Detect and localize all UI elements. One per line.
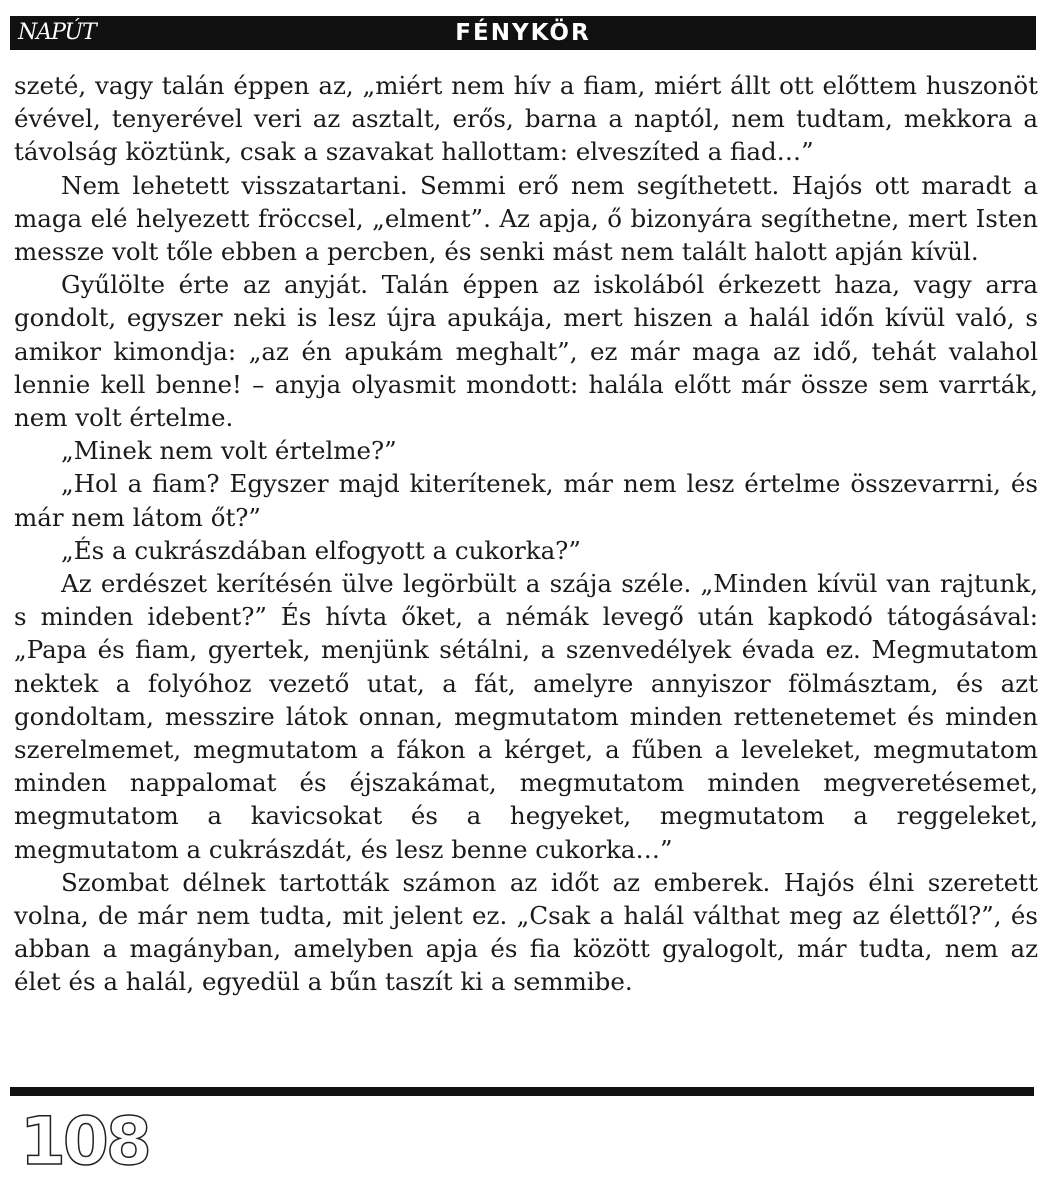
- section-title: FÉNYKÖR: [455, 20, 591, 46]
- magazine-logo: NAPÚT: [18, 20, 96, 45]
- paragraph: „Minek nem volt értelme?”: [61, 436, 397, 466]
- page-number: 108: [20, 1103, 149, 1180]
- paragraph: „Hol a fiam? Egyszer majd kiterítenek, már nem lesz értelme összevarrni, és már nem látom őt?”: [14, 469, 1038, 532]
- page-header-bar: [10, 16, 1036, 50]
- paragraph: Nem lehetett visszatartani. Semmi erő nem segíthetett. Hajós ott maradt a maga elé helyezett fröccsel, „elment”. Az apja, ő bizonyára segíthetne, mert Isten messze volt tőle ebben a percben, és senki mást nem talált halott apján kívül.: [14, 170, 1038, 267]
- paragraph: szeté, vagy talán éppen az, „miért nem hív a fiam, miért állt ott előttem huszonöt évével, tenyerével veri az asztalt, erős, barna a naptól, nem tudtam, mekkora a távolság köztünk, csak a szavakat hallottam: elveszíted a fiad…”: [14, 71, 1038, 167]
- paragraph: „És a cukrászdában elfogyott a cukorka?”: [61, 535, 581, 565]
- paragraph: Szombat délnek tartották számon az időt az emberek. Hajós élni szeretett volna, de már nem tudta, mit jelent ez. „Csak a halál válthat meg az élettől?”, és abban a magányban, amelyben apja és fia között gyalogolt, már tudta, nem az élet és a halál, egyedül a bűn taszít ki a semmibe.: [14, 867, 1038, 997]
- paragraph: Gyűlölte érte az anyját. Talán éppen az iskolából érkezett haza, vagy arra gondolt, egyszer neki is lesz újra apukája, mert hiszen a halál időn kívül való, s amikor kimondja: „az én apukám meghalt”, ez már maga az idő, tehát valahol lennie kell benne! – anyja olyasmit mondott: halála előtt már össze sem varrták, nem volt értelme.: [14, 270, 1038, 433]
- article-body: [14, 69, 1038, 999]
- footer-rule: [10, 1087, 1034, 1096]
- paragraph: Az erdészet kerítésén ülve legörbült a szája széle. „Minden kívül van rajtunk, s minden idebent?” És hívta őket, a némák levegő után kapkodó tátogásával: „Papa és fiam, gyertek, menjünk sétálni, a szenvedélyek évada ez. Megmutatom nektek a folyóhoz vezető utat, a fát, amelyre annyiszor fölmásztam, és azt gondoltam, messzire látok onnan, megmutatom minden rettenetemet és minden szerelmemet, megmutatom a fákon a kérget, a fűben a leveleket, megmutatom minden nappalomat és éjszakámat, megmutatom minden megveretésemet, megmutatom a kavicsokat és a hegyeket, megmutatom a reggeleket, megmutatom a cukrászdát, és lesz benne cukorka…”: [14, 569, 1038, 864]
